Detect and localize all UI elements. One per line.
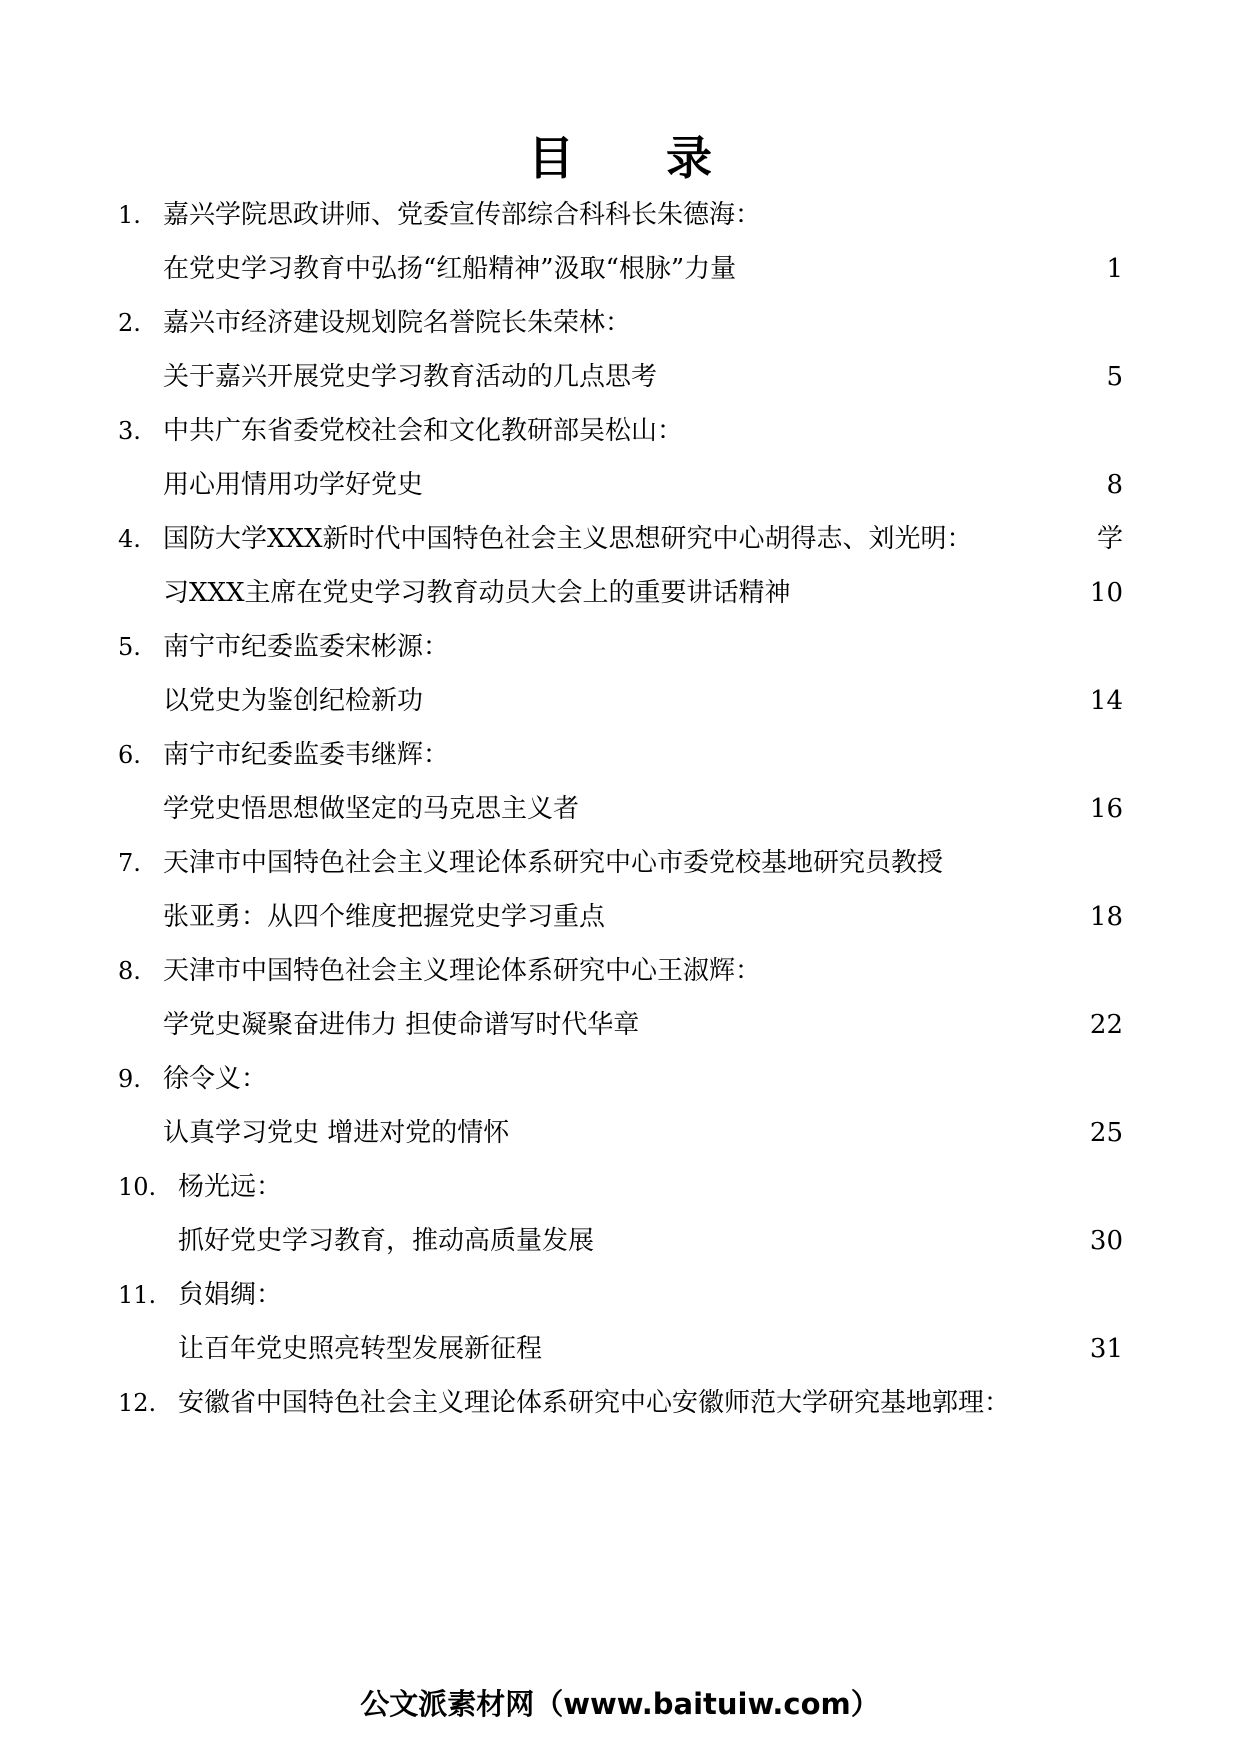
toc-entry-page: 30 xyxy=(1089,1226,1123,1256)
toc-entry-number: 7. xyxy=(118,849,141,877)
toc-entry-subtitle: 用心用情用功学好党史 xyxy=(163,470,424,500)
toc-entry-author: 杨光远： xyxy=(178,1172,283,1202)
toc-entry-author-tail: 学 xyxy=(1096,524,1123,554)
toc-entry-author: 嘉兴学院思政讲师、党委宣传部综合科科长朱德海： xyxy=(163,200,762,230)
toc-entry-subtitle: 让百年党史照亮转型发展新征程 xyxy=(178,1334,543,1364)
toc-entry-number: 5. xyxy=(118,633,141,661)
page-title: 目 录 xyxy=(527,131,750,185)
toc-entry-subtitle: 张亚勇：从四个维度把握党史学习重点 xyxy=(163,902,606,932)
toc-entry-author: 徐令义： xyxy=(163,1064,268,1094)
toc-entry-subtitle: 在党史学习教育中弘扬“红船精神”汲取“根脉”力量 xyxy=(163,254,737,284)
toc-entry-page: 31 xyxy=(1089,1334,1123,1364)
toc-entry-page: 5 xyxy=(1106,362,1123,392)
toc-entry-subtitle: 以党史为鉴创纪检新功 xyxy=(163,686,424,716)
toc-entry-2[interactable] xyxy=(0,296,1240,404)
toc-entry-page: 14 xyxy=(1089,686,1123,716)
toc-entry-author: 安徽省中国特色社会主义理论体系研究中心安徽师范大学研究基地郭理： xyxy=(178,1388,1011,1418)
toc-entry-author: 贠娟绸： xyxy=(178,1280,283,1310)
toc-entry-number: 8. xyxy=(118,957,141,985)
toc-entry-1[interactable] xyxy=(0,188,1240,296)
table-of-contents xyxy=(0,188,1240,1484)
toc-entry-page: 25 xyxy=(1089,1118,1123,1148)
toc-entry-page: 16 xyxy=(1089,794,1123,824)
toc-entry-6[interactable] xyxy=(0,728,1240,836)
toc-entry-11[interactable] xyxy=(0,1268,1240,1376)
toc-entry-7[interactable] xyxy=(0,836,1240,944)
toc-entry-author: 天津市中国特色社会主义理论体系研究中心王淑辉： xyxy=(163,956,762,986)
toc-entry-5[interactable] xyxy=(0,620,1240,728)
toc-entry-subtitle: 认真学习党史 增进对党的情怀 xyxy=(163,1118,510,1148)
toc-entry-3[interactable] xyxy=(0,404,1240,512)
toc-entry-number: 2. xyxy=(118,309,141,337)
toc-entry-9[interactable] xyxy=(0,1052,1240,1160)
toc-entry-number: 11. xyxy=(118,1281,157,1309)
toc-entry-author: 嘉兴市经济建设规划院名誉院长朱荣林： xyxy=(163,308,632,338)
toc-entry-subtitle: 学党史悟思想做坚定的马克思主义者 xyxy=(163,794,580,824)
toc-entry-8[interactable] xyxy=(0,944,1240,1052)
toc-entry-page: 18 xyxy=(1089,902,1123,932)
toc-entry-4[interactable] xyxy=(0,512,1240,620)
toc-entry-number: 3. xyxy=(118,417,141,445)
toc-entry-author: 天津市中国特色社会主义理论体系研究中心市委党校基地研究员教授 xyxy=(163,848,944,878)
toc-entry-author: 南宁市纪委监委宋彬源： xyxy=(163,632,450,662)
toc-entry-page: 8 xyxy=(1106,470,1123,500)
toc-entry-number: 1. xyxy=(118,201,141,229)
toc-entry-number: 12. xyxy=(118,1389,157,1417)
toc-entry-subtitle: 抓好党史学习教育，推动高质量发展 xyxy=(178,1226,595,1256)
toc-entry-author: 南宁市纪委监委韦继辉： xyxy=(163,740,450,770)
toc-entry-12[interactable] xyxy=(0,1376,1240,1484)
toc-entry-subtitle: 习XXX主席在党史学习教育动员大会上的重要讲话精神 xyxy=(163,578,791,608)
toc-entry-subtitle: 关于嘉兴开展党史学习教育活动的几点思考 xyxy=(163,362,658,392)
toc-entry-number: 4. xyxy=(118,525,141,553)
toc-entry-number: 6. xyxy=(118,741,141,769)
toc-entry-author: 中共广东省委党校社会和文化教研部吴松山： xyxy=(163,416,684,446)
footer-watermark: 公文派素材网（www.baituiw.com） xyxy=(360,1687,880,1721)
toc-entry-author: 国防大学XXX新时代中国特色社会主义思想研究中心胡得志、刘光明： xyxy=(163,524,973,554)
toc-entry-page: 22 xyxy=(1089,1010,1123,1040)
toc-entry-subtitle: 学党史凝聚奋进伟力 担使命谱写时代华章 xyxy=(163,1010,640,1040)
toc-entry-number: 9. xyxy=(118,1065,141,1093)
toc-entry-page: 10 xyxy=(1089,578,1123,608)
toc-entry-number: 10. xyxy=(118,1173,157,1201)
toc-entry-10[interactable] xyxy=(0,1160,1240,1268)
toc-entry-page: 1 xyxy=(1106,254,1123,284)
